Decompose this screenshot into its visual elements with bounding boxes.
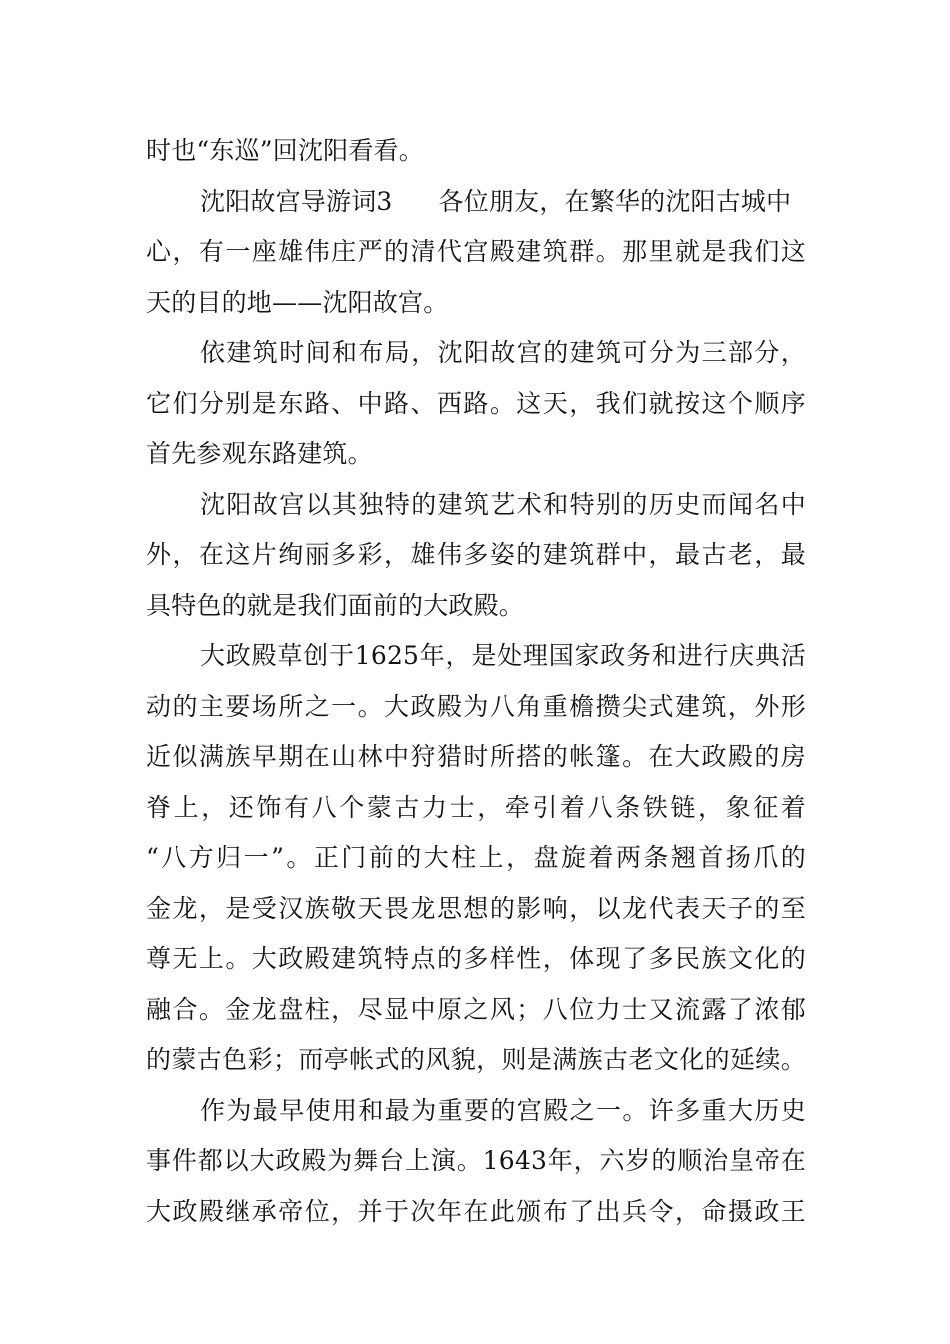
text-line: 首先参观东路建筑。: [146, 439, 373, 468]
text-line: 作为最早使用和最为重要的宫殿之一。许多重大历史: [200, 1095, 806, 1125]
text-line: 天的目的地——沈阳故宫。: [146, 287, 449, 317]
text-line: 近似满族早期在山林中狩猎时所搭的帐篷。在大政殿的房: [146, 742, 806, 771]
text-line: 沈阳故宫以其独特的建筑艺术和特别的历史而闻名中: [200, 489, 806, 519]
text-line: [146, 177, 806, 228]
text-line-segment: 各位朋友，在繁华的沈阳古城中: [438, 186, 792, 216]
text-line: 融合。金龙盘柱，尽显中原之风；八位力士又流露了浓郁: [146, 994, 806, 1024]
document-body: [146, 126, 806, 1237]
text-line: 外，在这片绚丽多彩，雄伟多姿的建筑群中，最古老，最: [146, 540, 806, 569]
text-line: 依建筑时间和布局，沈阳故宫的建筑可分为三部分，: [200, 338, 806, 367]
text-line: 事件都以大政殿为舞台上演。1643年，六岁的顺治皇帝在: [146, 1146, 806, 1175]
text-line: 尊无上。大政殿建筑特点的多样性，体现了多民族文化的: [146, 944, 806, 973]
text-line: 大政殿继承帝位，并于次年在此颁布了出兵令，命摄政王: [146, 1196, 806, 1226]
text-line: 大政殿草创于1625年，是处理国家政务和进行庆典活: [200, 641, 806, 670]
text-line: “八方归一”。正门前的大柱上，盘旋着两条翘首扬爪的: [146, 843, 806, 872]
section-heading: 沈阳故宫导游词3: [200, 186, 393, 216]
text-line: 它们分别是东路、中路、西路。这天，我们就按这个顺序: [146, 388, 806, 418]
text-line: 金龙，是受汉族敬天畏龙思想的影响，以龙代表天子的至: [146, 893, 806, 923]
text-line: 具特色的就是我们面前的大政殿。: [146, 590, 525, 620]
text-line: 的蒙古色彩；而亭帐式的风貌，则是满族古老文化的延续。: [146, 1045, 806, 1074]
text-line: 时也“东巡”回沈阳看看。: [146, 136, 424, 165]
text-line: 脊上，还饰有八个蒙古力士，牵引着八条铁链，象征着: [146, 792, 806, 822]
text-line: 心，有一座雄伟庄严的清代宫殿建筑群。那里就是我们这: [146, 237, 806, 266]
text-line: 动的主要场所之一。大政殿为八角重檐攒尖式建筑，外形: [146, 691, 806, 721]
